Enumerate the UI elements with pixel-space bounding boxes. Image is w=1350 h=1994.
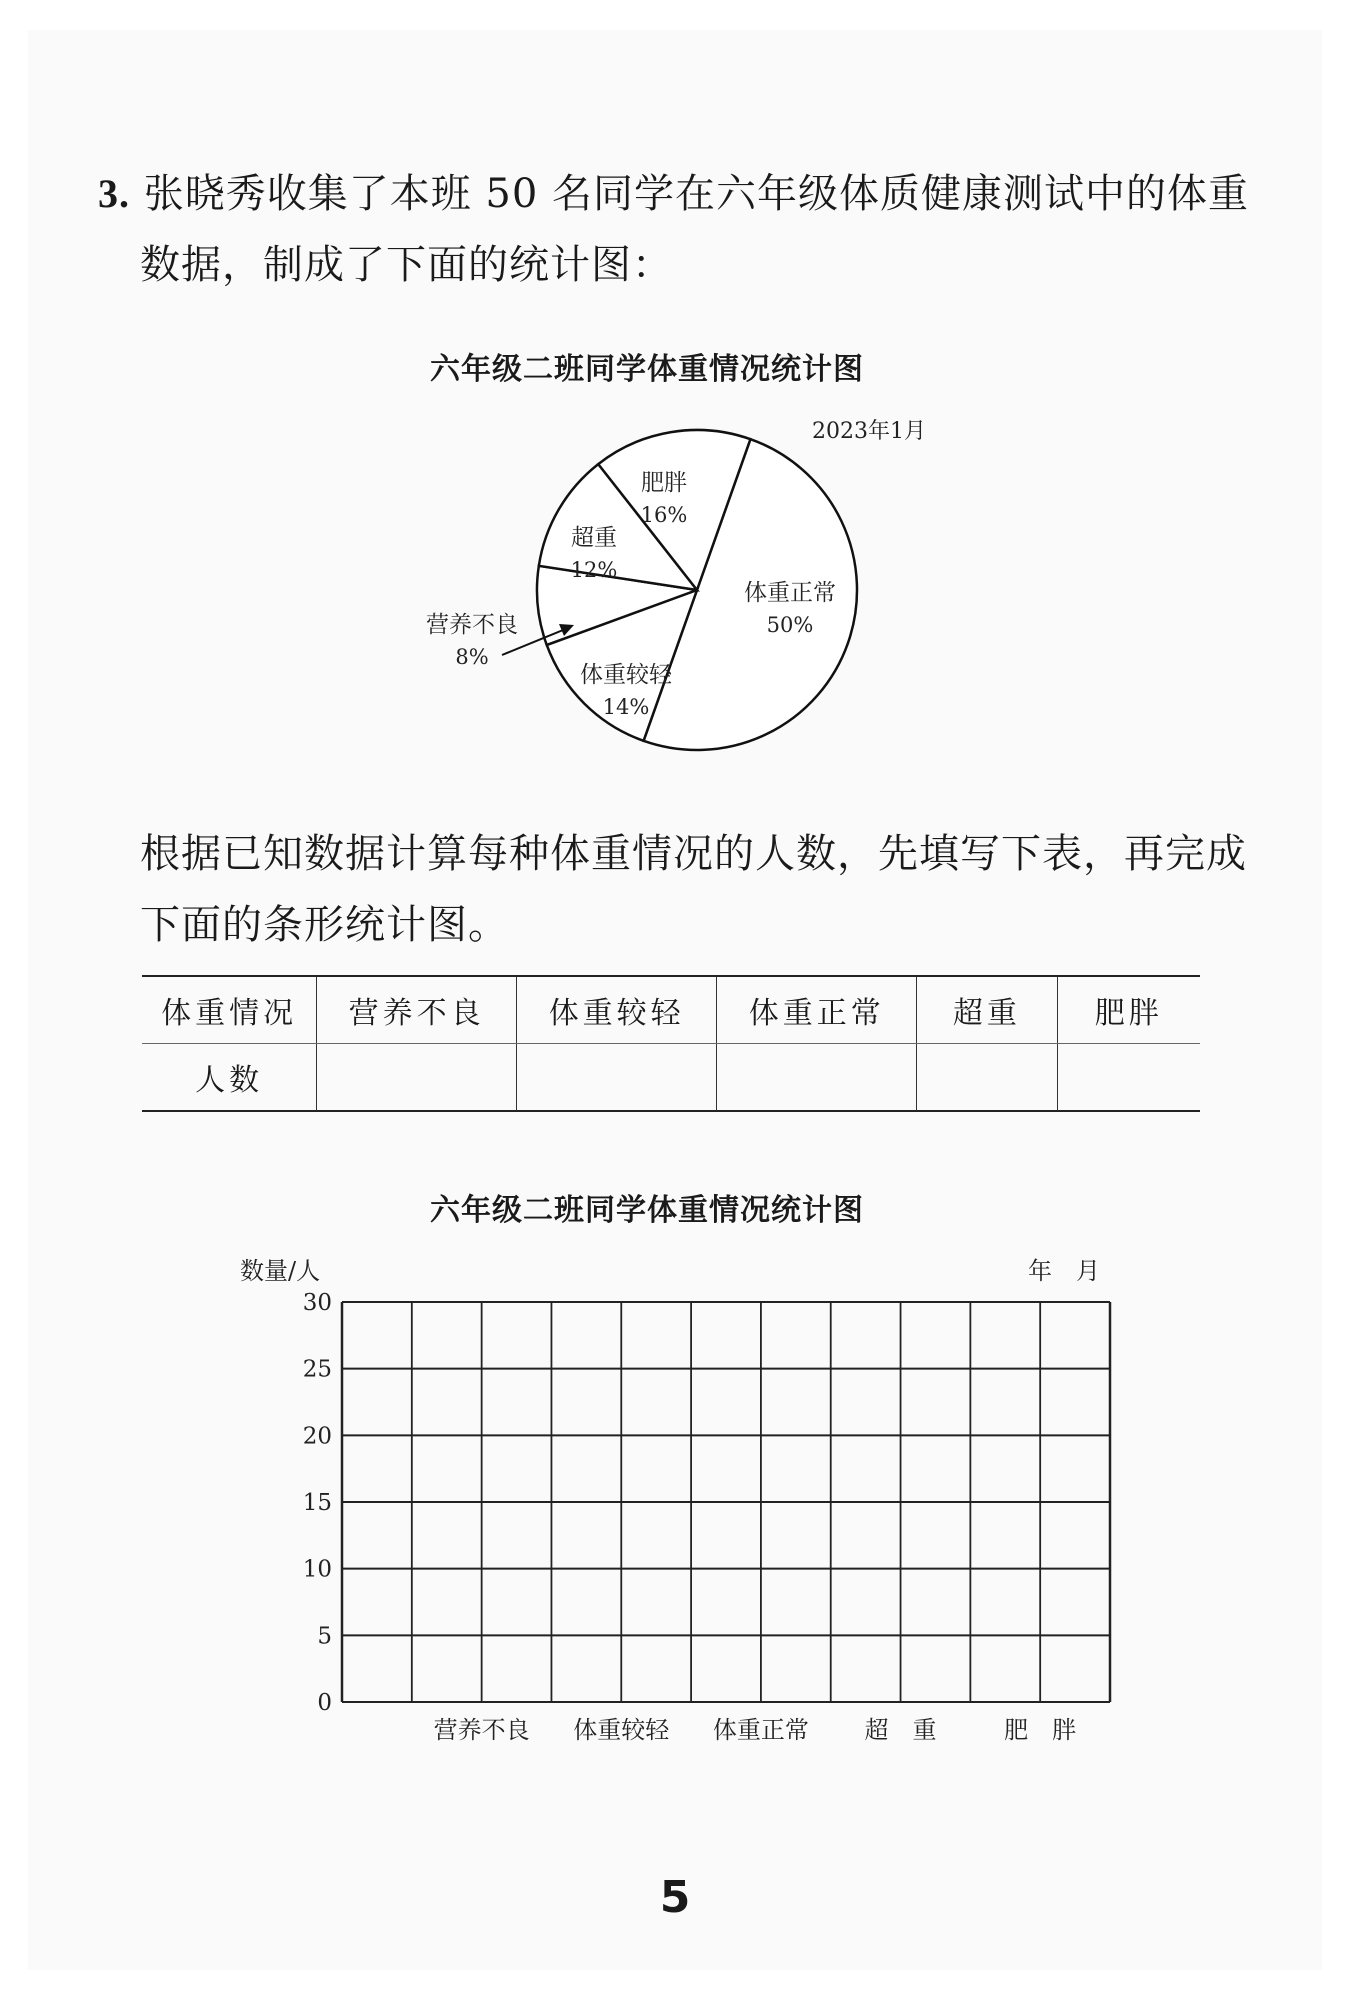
pie-date-label: 2023年1月 — [812, 419, 926, 444]
pie-slice-label: 体重较轻 — [580, 662, 672, 688]
y-tick-label: 25 — [302, 1356, 332, 1383]
count-input-cell[interactable] — [917, 1044, 1057, 1112]
table-header-cell: 体重较轻 — [517, 976, 717, 1044]
y-tick-label: 10 — [302, 1556, 332, 1583]
x-category-label: 肥 胖 — [1004, 1716, 1077, 1744]
question-text-1: 张晓秀收集了本班 50 名同学在六年级体质健康测试中的体重 — [143, 171, 1250, 217]
count-input-cell[interactable] — [517, 1044, 717, 1112]
pie-slice-label: 体重正常 — [744, 580, 836, 606]
table-header-row — [142, 976, 1200, 1044]
pie-chart — [0, 400, 1350, 780]
pie-slice-percent: 50% — [766, 613, 814, 637]
bar-chart-title: 六年级二班同学体重情况统计图 — [430, 1193, 864, 1228]
bar-chart-date: 年 月 — [1028, 1257, 1100, 1285]
table-row-label: 人数 — [142, 1044, 317, 1112]
x-category-label: 营养不良 — [433, 1716, 530, 1744]
count-input-cell[interactable] — [317, 1044, 517, 1112]
question-line-1 — [98, 162, 1249, 219]
y-tick-label: 5 — [317, 1623, 332, 1650]
table-header-cell: 超重 — [917, 976, 1057, 1044]
table-header-cell: 体重正常 — [717, 976, 917, 1044]
y-tick-label: 0 — [317, 1690, 332, 1716]
y-tick-label: 20 — [302, 1423, 332, 1450]
instruction-line-2: 下面的条形统计图。 — [140, 902, 509, 948]
question-number: 3. — [98, 171, 130, 216]
x-category-label: 超 重 — [864, 1716, 937, 1744]
page-number: 5 — [659, 1872, 691, 1923]
bar-chart — [0, 1250, 1350, 1770]
pie-slice-percent: 12% — [570, 558, 618, 582]
pie-slice-label: 超重 — [571, 525, 617, 551]
table-count-row — [142, 1044, 1200, 1112]
instruction-line-1: 根据已知数据计算每种体重情况的人数，先填写下表，再完成 — [140, 831, 1247, 877]
count-input-cell[interactable] — [1057, 1044, 1200, 1112]
y-tick-label: 15 — [302, 1490, 332, 1516]
question-line-2: 数据，制成了下面的统计图： — [140, 242, 673, 288]
table-header-cell: 肥胖 — [1057, 976, 1200, 1044]
bar-chart-y-ticks — [303, 1290, 332, 1716]
x-category-label: 体重较轻 — [573, 1716, 670, 1744]
weight-data-table — [142, 975, 1200, 1112]
bar-chart-grid — [342, 1302, 1110, 1702]
pie-slice-percent: 8% — [455, 645, 489, 669]
pie-slice-label: 营养不良 — [426, 612, 518, 638]
pie-slice-percent: 14% — [602, 695, 650, 719]
bar-chart-x-labels — [434, 1716, 1077, 1744]
table-header-cell: 营养不良 — [317, 976, 517, 1044]
x-category-label: 体重正常 — [712, 1716, 809, 1744]
bar-chart-ylabel: 数量/人 — [240, 1257, 321, 1285]
count-input-cell[interactable] — [717, 1044, 917, 1112]
pie-chart-title: 六年级二班同学体重情况统计图 — [430, 352, 864, 387]
y-tick-label: 30 — [302, 1290, 332, 1316]
pie-slice-label: 肥胖 — [641, 470, 687, 496]
pie-slice-percent: 16% — [640, 503, 688, 527]
table-header-label: 体重情况 — [142, 976, 317, 1044]
